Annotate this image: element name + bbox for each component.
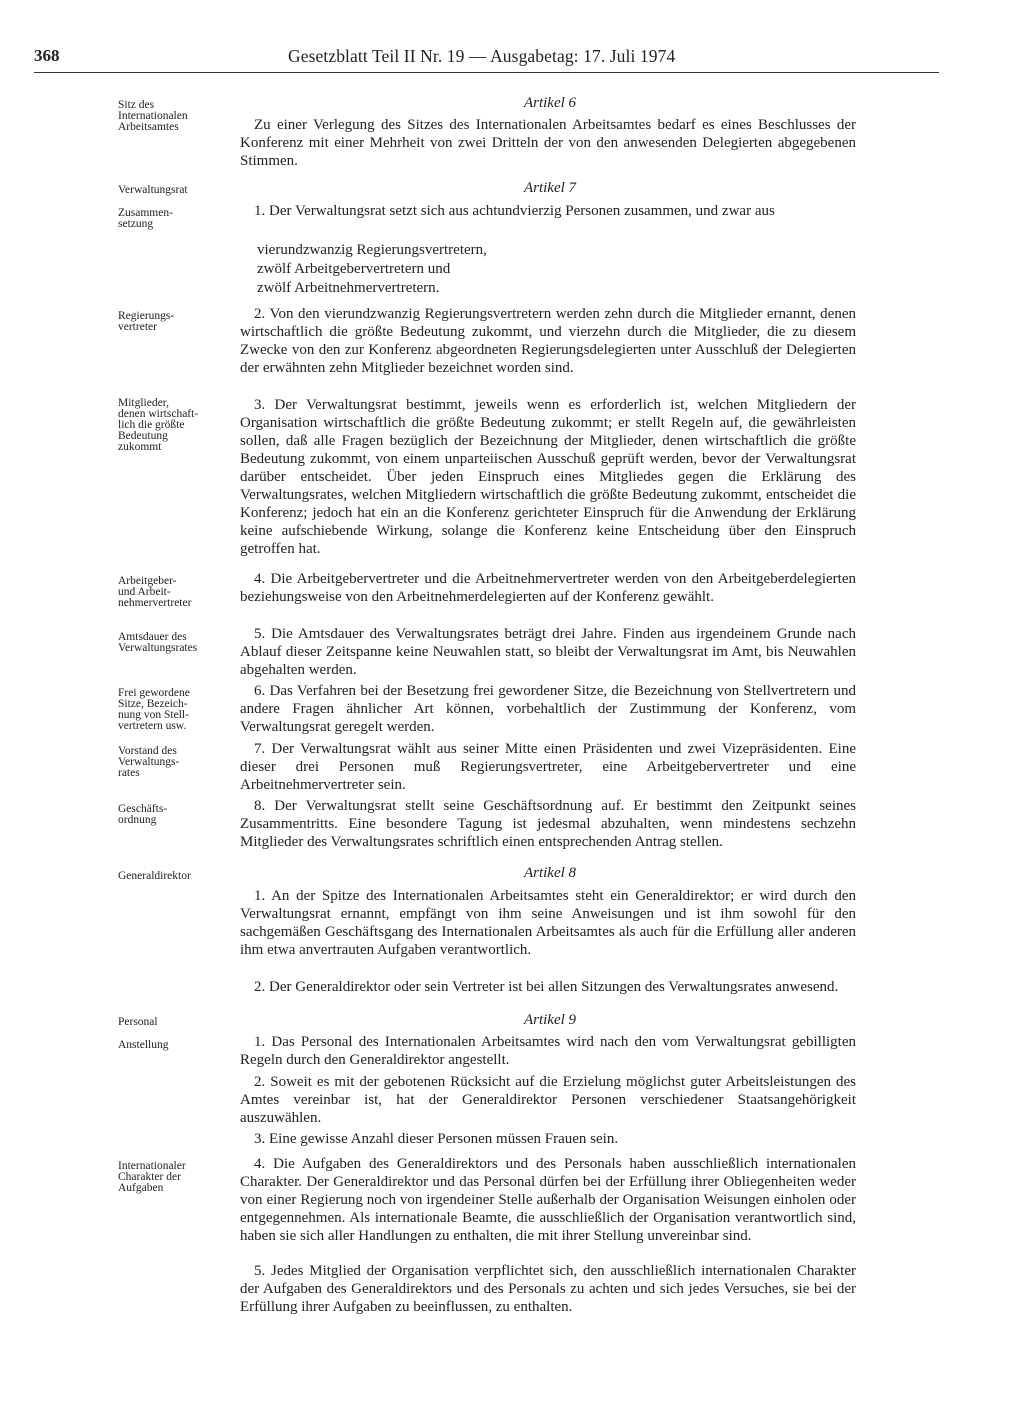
article-heading: Artikel 7: [523, 180, 577, 196]
margin-note: Zusammen- setzung: [118, 207, 173, 230]
paragraph: 7. Der Verwaltungsrat wählt aus seiner Mitte einen Präsidenten und zwei Vizepräsidenten. Eine dieser drei Personen muß Regierungsvertreter, eine Arbeitgebervertreter und eine Arbeitnehmervertreter sein.: [240, 741, 856, 793]
list-item: vierundzwanzig Regierungsvertretern,: [257, 242, 487, 258]
paragraph: 4. Die Aufgaben des Generaldirektors und des Personals haben ausschließlich internationalen Charakter. Der Generaldirektor und das Personal dürfen bei der Erfüllung ihrer Obliegenheiten weder von einer Regierung noch von irgendeiner Stelle außerhalb der Organisation Weisungen einholen oder entgegennehmen. Als internationale Beamte, die ausschließlich der Organisation verantwortlich sind, haben sie sich aller Handlungen zu enthalten, die mit ihrer Stellung unvereinbar sind.: [240, 1156, 856, 1244]
paragraph: Zu einer Verlegung des Sitzes des Internationalen Arbeitsamtes bedarf es eines Beschlusses der Konferenz mit einer Mehrheit von zwei Dritteln der von den anwesenden Delegierten abgegebenen Stimmen.: [240, 117, 856, 169]
margin-note: Verwaltungsrat: [118, 184, 188, 196]
page-header: [34, 46, 939, 73]
margin-note: Sitz des Internationalen Arbeitsamtes: [118, 99, 188, 133]
margin-note: Mitglieder, denen wirtschaft- lich die größte Bedeutung zukommt: [118, 397, 199, 453]
paragraph: 4. Die Arbeitgebervertreter und die Arbeitnehmervertreter werden von den Arbeitgeberdelegierten beziehungsweise von den Arbeitnehmerdelegierten auf der Konferenz gewählt.: [240, 571, 856, 605]
paragraph: 8. Der Verwaltungsrat stellt seine Geschäftsordnung auf. Er bestimmt den Zeitpunkt seines Zusammentritts. Eine besondere Tagung ist jedesmal abzuhalten, wenn mindestens sechzehn Mitglieder des Verwaltungsrates schriftlich einen entsprechenden Antrag stellen.: [240, 798, 856, 850]
paragraph: 5. Jedes Mitglied der Organisation verpflichtet sich, den ausschließlich internationalen Charakter der Aufgaben des Generaldirektors und des Personals zu achten und sich jedes Versuches, sie bei der Erfüllung ihrer Aufgaben zu beeinflussen, zu enthalten.: [240, 1263, 856, 1315]
margin-note: Regierungs- vertreter: [118, 310, 175, 333]
margin-note: Internationaler Charakter der Aufgaben: [118, 1160, 186, 1194]
list-item: zwölf Arbeitnehmervertretern.: [257, 280, 440, 296]
list-item: zwölf Arbeitgebervertretern und: [257, 261, 451, 277]
article-heading: Artikel 9: [523, 1012, 577, 1028]
gazette-title: Gesetzblatt Teil II Nr. 19 — Ausgabetag: 17. Juli 1974: [288, 46, 676, 66]
page-number: 368: [34, 46, 60, 65]
paragraph: 1. Das Personal des Internationalen Arbeitsamtes wird nach den vom Verwaltungsrat gebilligten Regeln durch den Generaldirektor angestellt.: [240, 1034, 856, 1068]
margin-note: Personal: [118, 1016, 158, 1028]
paragraph: 1. An der Spitze des Internationalen Arbeitsamtes steht ein Generaldirektor; er wird durch den Verwaltungsrat ernannt, empfängt von ihm seine Anweisungen und ist ihm sowohl für den sachgemäßen Geschäftsgang des Internationalen Arbeitsamtes als auch für die Erfüllung aller anderen ihm etwa anvertrauten Aufgaben verantwortlich.: [240, 888, 856, 958]
paragraph: 5. Die Amtsdauer des Verwaltungsrates beträgt drei Jahre. Finden aus irgendeinem Grunde nach Ablauf dieser Zeitspanne keine Neuwahlen statt, so bleibt der Verwaltungsrat im Amt, bis Neuwahlen abgehalten werden.: [240, 626, 856, 678]
margin-note: Generaldirektor: [118, 870, 191, 882]
article-heading: Artikel 8: [523, 865, 577, 881]
paragraph: 2. Soweit es mit der gebotenen Rücksicht auf die Erzielung möglichst guter Arbeitsleistungen des Amtes vereinbar ist, hat der Generaldirektor Personen verschiedener Staatsangehörigkeit auszuwählen.: [240, 1074, 856, 1126]
representatives-list: [257, 241, 487, 298]
margin-note: Geschäfts- ordnung: [118, 803, 168, 826]
margin-note: Frei gewordene Sitze, Bezeich- nung von Stell- vertretern usw.: [118, 687, 190, 732]
paragraph: 2. Von den vierundzwanzig Regierungsvertretern werden zehn durch die Mitglieder ernannt, denen wirtschaftlich die größte Bedeutung zukommt, und vierzehn durch die Mitglieder, die zu diesem Zwecke von den zur Konferenz abgeordneten Regierungsdelegierten unter Ausschluß der Delegierten der erwähnten zehn Mitglieder bezeichnet worden sind.: [240, 306, 856, 376]
margin-note: Vorstand des Verwaltungs- rates: [118, 745, 180, 779]
paragraph: 3. Der Verwaltungsrat bestimmt, jeweils wenn es erforderlich ist, welchen Mitgliedern der Organisation wirtschaftlich die größte Bedeutung zukommt; er stellt Regeln auf, die gewährleisten sollen, daß alle Fragen bezüglich der Bezeichnung der Mitglieder, denen wirtschaftlich die größte Bedeutung zukommt, von einem unparteiischen Ausschuß geprüft werden, bevor der Verwaltungsrat darüber entscheidet. Über jeden Einspruch eines Mitgliedes gegen die Erklärung des Verwaltungsrates, welchen Mitgliedern wirtschaftlich die größte Bedeutung zukommt, entscheidet die Konferenz; jedoch hat ein an die Konferenz gerichteter Einspruch für die Anwendung der Erklärung keine aufschiebende Wirkung, solange die Konferenz keine Entscheidung über den Einspruch getroffen hat.: [240, 397, 856, 557]
margin-note: Amtsdauer des Verwaltungsrates: [118, 631, 198, 654]
margin-note: Arbeitgeber- und Arbeit- nehmervertreter: [118, 575, 192, 609]
paragraph: 3. Eine gewisse Anzahl dieser Personen müssen Frauen sein.: [254, 1131, 619, 1147]
margin-note: Anstellung: [118, 1039, 169, 1051]
article-heading: Artikel 6: [523, 95, 577, 111]
paragraph: 2. Der Generaldirektor oder sein Vertreter ist bei allen Sitzungen des Verwaltungsrates anwesend.: [254, 979, 839, 995]
paragraph: 6. Das Verfahren bei der Besetzung frei gewordener Sitze, die Bezeichnung von Stellvertretern und andere Fragen ähnlicher Art können, vorbehaltlich der Zustimmung der Konferenz, vom Verwaltungsrat geregelt werden.: [240, 683, 856, 735]
paragraph: 1. Der Verwaltungsrat setzt sich aus achtundvierzig Personen zusammen, und zwar aus: [254, 203, 775, 219]
